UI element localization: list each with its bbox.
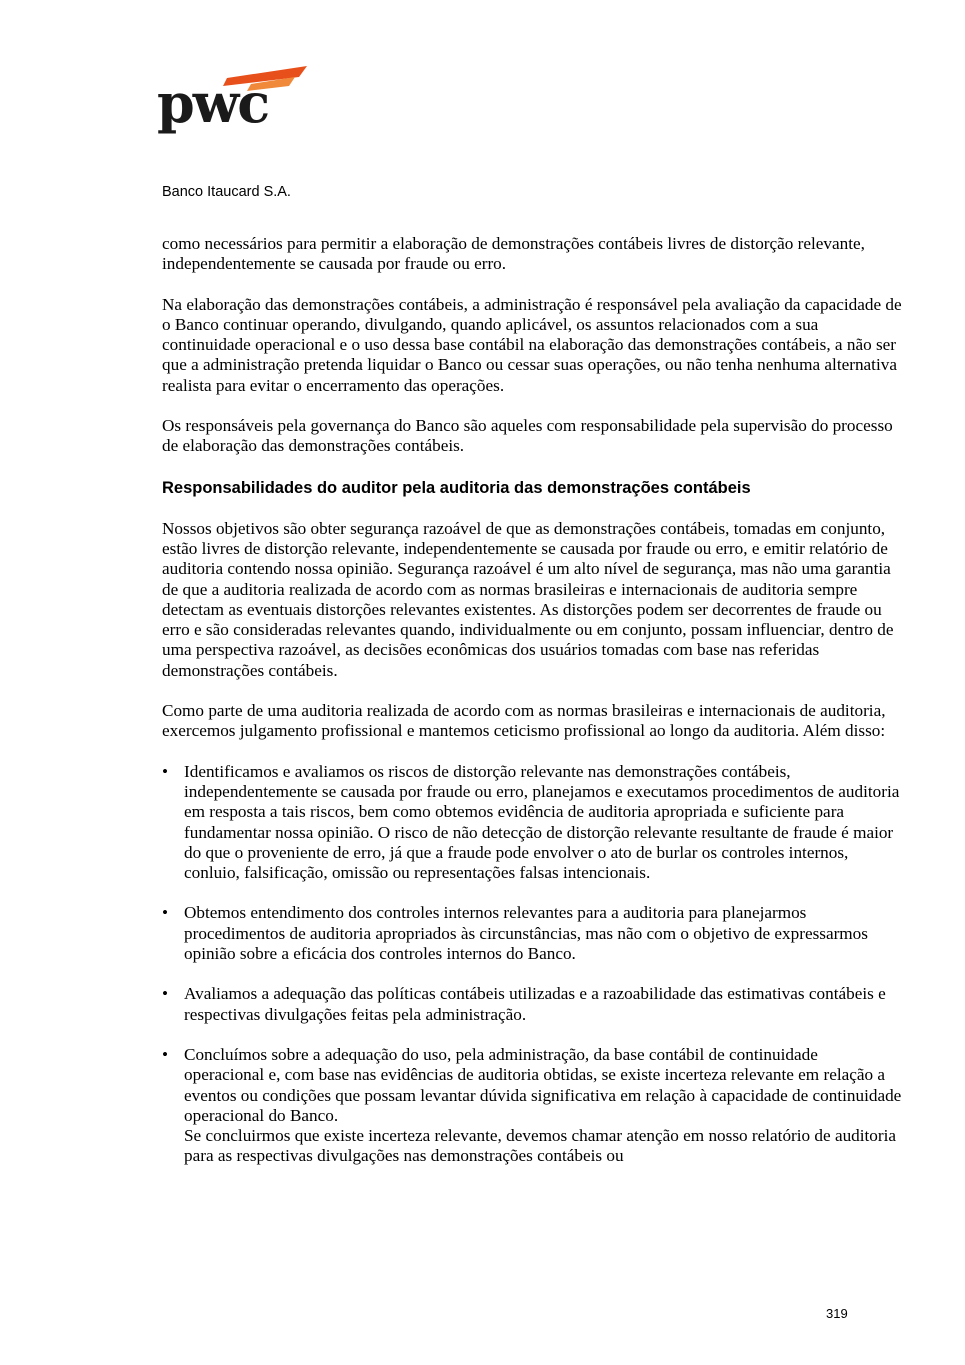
responsibilities-list [162, 762, 902, 1167]
section-heading: Responsabilidades do auditor pela auditoria das demonstrações contábeis [162, 478, 751, 497]
paragraph-audit-judgment: Como parte de uma auditoria realizada de acordo com as normas brasileiras e internacionais de auditoria, exercemos julgamento profissional e mantemos ceticismo profissional ao longo da auditoria. Além disso: [162, 701, 886, 741]
list-item [162, 984, 902, 1025]
document-body [162, 234, 902, 1187]
bullet-symbol: • [162, 761, 169, 781]
list-item-text: Concluímos sobre a adequação do uso, pela administração, da base contábil de continuidade operacional e, com base nas evidências de auditoria obtidas, se existe incerteza relevante em relação a eventos ou condições que possam levantar dúvida significativa em relação à capacidade de continuidade operacional do Banco. [184, 1044, 902, 1125]
list-item [162, 762, 902, 884]
bullet-symbol: • [162, 984, 169, 1004]
list-item [162, 1045, 902, 1167]
page-number: 319 [826, 1306, 848, 1321]
list-item-text: Identificamos e avaliamos os riscos de distorção relevante nas demonstrações contábeis, independentemente se causada por fraude ou erro, planejamos e executamos procedimentos de auditoria em resposta a tais riscos, bem como obtemos evidência de auditoria apropriada e suficiente para fundamentar nossa opinião. O risco de não detecção de distorção relevante resultante de fraude é maior do que o proveniente de erro, já que a fraude pode envolver o ato de burlar os controles internos, conluio, falsificação, omissão ou representações falsas intencionais. [184, 761, 900, 883]
list-item-text: Avaliamos a adequação das políticas contábeis utilizadas e a razoabilidade das estimativas contábeis e respectivas divulgações feitas pela administração. [184, 984, 886, 1024]
pwc-logo [157, 64, 307, 142]
company-name: Banco Itaucard S.A. [162, 184, 291, 200]
pwc-logo-text: pwc [157, 71, 269, 135]
paragraph-governance: Os responsáveis pela governança do Banco são aqueles com responsabilidade pela supervisão do processo de elaboração das demonstrações contábeis. [162, 416, 893, 456]
pwc-logo-graphic [157, 64, 307, 142]
bullet-symbol: • [162, 903, 169, 923]
list-item-text: Obtemos entendimento dos controles internos relevantes para a auditoria para planejarmos procedimentos de auditoria apropriados às circunstâncias, mas não com o objetivo de expressarmos opinião sobre a eficácia dos controles internos do Banco. [184, 903, 868, 964]
paragraph-continuation: como necessários para permitir a elaboração de demonstrações contábeis livres de distorção relevante, independentemente se causada por fraude ou erro. [162, 234, 865, 274]
paragraph-objectives: Nossos objetivos são obter segurança razoável de que as demonstrações contábeis, tomadas em conjunto, estão livres de distorção relevante, independentemente se causada por fraude ou erro, e emitir relatório de auditoria contendo nossa opinião. Segurança razoável é um alto nível de segurança, mas não uma garantia de que a auditoria realizada de acordo com as normas brasileiras e internacionais de auditoria sempre detectam as eventuais distorções relevantes existentes. As distorções podem ser decorrentes de fraude ou erro e são consideradas relevantes quando, individualmente ou em conjunto, possam influenciar, dentro de uma perspectiva razoável, as decisões econômicas dos usuários tomadas com base nas referidas demonstrações contábeis. [162, 518, 894, 680]
list-item-text-continued: Se concluirmos que existe incerteza relevante, devemos chamar atenção em nosso relatório de auditoria para as respectivas divulgações nas demonstrações contábeis ou [184, 1126, 897, 1166]
paragraph-going-concern: Na elaboração das demonstrações contábeis, a administração é responsável pela avaliação da capacidade de o Banco continuar operando, divulgando, quando aplicável, os assuntos relacionados com a sua continuidade operacional e o uso dessa base contábil na elaboração das demonstrações contábeis, a não ser que a administração pretenda liquidar o Banco ou cessar suas operações, ou não tenha nenhuma alternativa realista para evitar o encerramento das operações. [162, 294, 902, 395]
bullet-symbol: • [162, 1044, 169, 1064]
list-item [162, 903, 902, 964]
